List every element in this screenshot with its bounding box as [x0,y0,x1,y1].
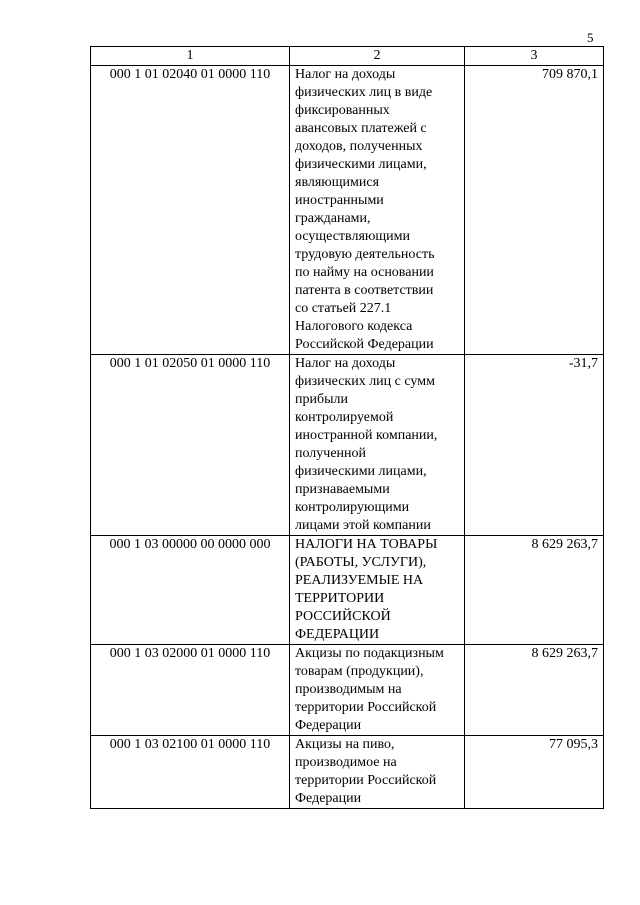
revenue-name-line: гражданами, [295,211,371,226]
classification-code: 000 1 03 02100 01 0000 110 [91,736,290,809]
revenue-name-line: Российской Федерации [295,337,434,352]
amount-value: 8 629 263,7 [465,645,604,736]
classification-code: 000 1 01 02050 01 0000 110 [91,355,290,536]
amount-value: -31,7 [465,355,604,536]
revenue-name-line: Налог на доходы [295,356,396,371]
amount-value: 709 870,1 [465,66,604,355]
table-header-row [91,47,604,66]
revenue-name [290,736,465,809]
revenue-name-line: авансовых платежей с [295,121,427,136]
revenue-name-line: Федерации [295,791,362,806]
revenue-name-line: ФЕДЕРАЦИИ [295,627,380,642]
classification-code: 000 1 01 02040 01 0000 110 [91,66,290,355]
column-header-2: 2 [290,47,465,66]
revenue-name [290,645,465,736]
revenue-name-line: осуществляющими [295,229,410,244]
table-row [91,736,604,809]
revenue-name-line: производимое на [295,755,397,770]
revenue-name-line: товарам (продукции), [295,664,424,679]
revenue-name-line: со статьей 227.1 [295,301,392,316]
revenue-name-line: РЕАЛИЗУЕМЫЕ НА [295,573,424,588]
revenue-name-line: РОССИЙСКОЙ [295,609,391,624]
column-header-1: 1 [91,47,290,66]
revenue-table [90,46,604,809]
revenue-name-line: признаваемыми [295,482,390,497]
revenue-name-line: иностранной компании, [295,428,438,443]
revenue-name-line: НАЛОГИ НА ТОВАРЫ [295,537,438,552]
revenue-name-line: физическими лицами, [295,464,427,479]
revenue-name-line: (РАБОТЫ, УСЛУГИ), [295,555,427,570]
table-row [91,355,604,536]
revenue-name-line: контролируемой [295,410,394,425]
revenue-name-line: физических лиц с сумм [295,374,435,389]
revenue-name-line: полученной [295,446,367,461]
table-row [91,66,604,355]
table-row [91,536,604,645]
table-row [91,645,604,736]
revenue-name-line: ТЕРРИТОРИИ [295,591,385,606]
amount-value: 8 629 263,7 [465,536,604,645]
revenue-name-line: патента в соответствии [295,283,434,298]
revenue-name-line: территории Российской [295,700,437,715]
revenue-name [290,536,465,645]
revenue-name-line: Налог на доходы [295,67,396,82]
revenue-name-line: по найму на основании [295,265,434,280]
revenue-name-line: являющимися [295,175,380,190]
revenue-name-line: Акцизы по подакцизным [295,646,444,661]
revenue-name-line: Акцизы на пиво, [295,737,395,752]
page-number: 5 [587,30,594,45]
column-header-3: 3 [465,47,604,66]
revenue-name-line: контролирующими [295,500,410,515]
revenue-name-line: Федерации [295,718,362,733]
revenue-name-line: фиксированных [295,103,390,118]
revenue-name-line: иностранными [295,193,384,208]
revenue-name-line: лицами этой компании [295,518,431,533]
revenue-name-line: физическими лицами, [295,157,427,172]
revenue-name-line: трудовую деятельность [295,247,435,262]
classification-code: 000 1 03 00000 00 0000 000 [91,536,290,645]
classification-code: 000 1 03 02000 01 0000 110 [91,645,290,736]
revenue-name-line: производимым на [295,682,402,697]
revenue-name-line: физических лиц в виде [295,85,433,100]
revenue-name [290,66,465,355]
revenue-name-line: прибыли [295,392,348,407]
revenue-name-line: доходов, полученных [295,139,423,154]
revenue-name [290,355,465,536]
revenue-name-line: территории Российской [295,773,437,788]
amount-value: 77 095,3 [465,736,604,809]
revenue-name-line: Налогового кодекса [295,319,413,334]
